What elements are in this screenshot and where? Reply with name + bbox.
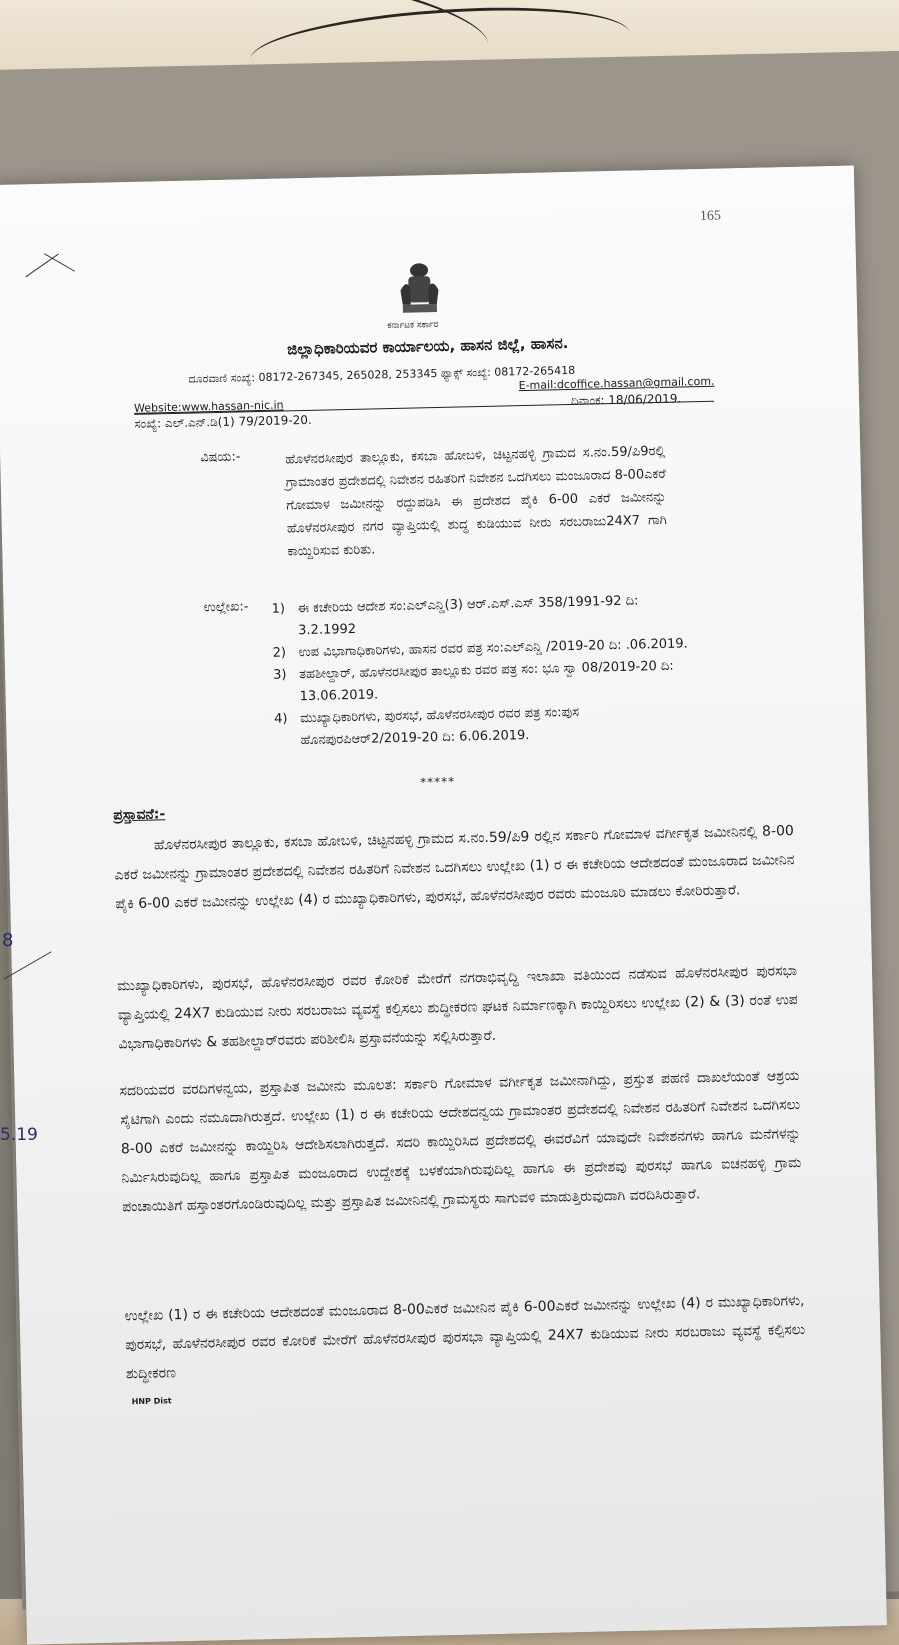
margin-note: 8 — [2, 930, 14, 951]
website-link[interactable]: Website:www.hassan-nic.in — [133, 398, 284, 415]
paragraph-2: ಮುಖ್ಯಾಧಿಕಾರಿಗಳು, ಪುರಸಭೆ, ಹೊಳೆನರಸೀಪುರ ರವರ ಕೋರಿಕೆ ಮೇರೆಗೆ ನಗರಾಭಿವೃದ್ಧಿ ಇಲಾಖಾ ವತಿಯಿಂದ ನಡೆಸುವ ಹೊಳೆನರಸೀಪುರ ಪುರಸಭಾ ವ್ಯಾಪ್ತಿಯಲ್ಲಿ 24X7 ಕುಡಿಯುವ ನೀರು ಸರಬರಾಜು ವ್ಯವಸ್ಥೆ ಕಲ್ಪಿಸಲು ಶುದ್ಧೀಕರಣ ಘಟಕ ನಿರ್ಮಾಣಕ್ಕಾಗಿ ಕಾಯ್ದಿರಿಸಲು ಉಲ್ಲೇಖ (2) & (3) ರಂತೆ ಉಪ ವಿಭಾಗಾಧಿಕಾರಿಗಳು & ತಹಶೀಲ್ದಾರ್‌ರವರು ಪರಿಶೀಲಿಸಿ ಪ್ರಸ್ತಾವನೆಯನ್ನು ಸಲ್ಲಿಸಿರುತ್ತಾರೆ. — [117, 962, 798, 1053]
footer-code: HNP Dist — [131, 1396, 172, 1407]
paragraph-4: ಉಲ್ಲೇಖ (1) ರ ಈ ಕಚೇರಿಯ ಆದೇಶದಂತೆ ಮಂಜೂರಾದ 8-00ಎಕರೆ ಜಮೀನಿನ ಪೈಕಿ 6-00ಎಕರೆ ಜಮೀನನ್ನು ಉಲ್ಲೇಖ (4) ರ ಮುಖ್ಯಾಧಿಕಾರಿಗಳು, ಪುರಸಭೆ, ಹೊಳೆನರಸೀಪುರ ರವರ ಕೋರಿಕೆ ಮೇರೆಗೆ ಹೊಳೆನರಸೀಪುರ ಪುರಸಭಾ ವ್ಯಾಪ್ತಿಯಲ್ಲಿ 24X7 ಕುಡಿಯುವ ನೀರು ಸರಬರಾಜು ವ್ಯವಸ್ಥೆ ಕಲ್ಪಿಸಲು ಶುದ್ಧೀಕರಣ — [124, 1292, 806, 1383]
subject-text: ಹೊಳೆನರಸೀಪುರ ತಾಲ್ಲೂಕು, ಕಸಬಾ ಹೋಬಳಿ, ಚಿಟ್ಟನಹಳ್ಳಿ ಗ್ರಾಮದ ಸ.ನಂ.59/ಪಿ9ರಲ್ಲಿ ಗ್ರಾಮಾಂತರ ಪ್ರದೇಶದಲ್ಲಿ ನಿವೇಶನ ರಹಿತರಿಗೆ ನಿವೇಶನ ಒದಗಿಸಲು ಮಂಜೂರಾದ 8-00ಎಕರೆ ಗೋಮಾಳ ಜಮೀನನ್ನು ರದ್ದುಪಡಿಸಿ ಈ ಪ್ರದೇಶದ ಪೈಕಿ 6-00 ಎಕರೆ ಜಮೀನನ್ನು ಹೊಳೆನರಸೀಪುರ ನಗರ ವ್ಯಾಪ್ತಿಯಲ್ಲಿ ಶುದ್ಧ ಕುಡಿಯುವ ನೀರು ಸರಬರಾಜು24X7 ಗಾಗಿ ಕಾಯ್ದಿರಿಸುವ ಕುರಿತು. — [285, 443, 667, 560]
reference-number: ಸಂಖ್ಯೆ: ಎಲ್.ಎನ್.ಡಿ(1) 79/2019-20. — [134, 412, 312, 431]
office-title: ಜಿಲ್ಲಾಧಿಕಾರಿಯವರ ಕಾರ್ಯಾಲಯ, ಹಾಸನ ಜಿಲ್ಲೆ, ಹಾಸನ. — [286, 334, 569, 359]
letter-date: ದಿನಾಂಕ: 18/06/2019. — [570, 391, 682, 408]
page-number: 165 — [699, 208, 722, 224]
govt-emblem-icon — [396, 260, 443, 321]
paragraph-1: ಹೊಳೆನರಸೀಪುರ ತಾಲ್ಲೂಕು, ಕಸಬಾ ಹೋಬಳಿ, ಚಿಟ್ಟನಹಳ್ಳಿ ಗ್ರಾಮದ ಸ.ನಂ.59/ಪಿ9 ರಲ್ಲಿನ ಸರ್ಕಾರಿ ಗೋಮಾಳ ವರ್ಗೀಕೃತ ಜಮೀನಿನಲ್ಲಿ 8-00 ಎಕರೆ ಜಮೀನನ್ನು ಗ್ರಾಮಾಂತರ ಪ್ರದೇಶದಲ್ಲಿ ನಿವೇಶನ ರಹಿತರಿಗೆ ನಿವೇಶನ ಒದಗಿಸಲು ಉಲ್ಲೇಖ (1) ರ ಈ ಕಚೇರಿಯ ಆದೇಶದಂತೆ ಮಂಜೂರಾದ ಜಮೀನಿನ ಪೈಕಿ 6-00 ಎಕರೆ ಜಮೀನನ್ನು ಉಲ್ಲೇಖ (4) ರ ಮುಖ್ಯಾಧಿಕಾರಿಗಳು, ಪುರಸಭೆ, ಹೊಳೆನರಸೀಪುರ ರವರು ಮಂಜೂರಿ ಮಾಡಲು ಕೋರಿರುತ್ತಾರೆ. — [114, 823, 795, 913]
subject-label: ವಿಷಯ:- — [200, 449, 241, 466]
reference-item: 4) ಮುಖ್ಯಾಧಿಕಾರಿಗಳು, ಪುರಸಭೆ, ಹೊಳೆನರಸೀಪುರ ರವರ ಪತ್ರ ಸಂ:ಪುಸ ಹೊನಪುರಪಿಆರ್2/2019-20 ದಿ: 6.06.2019. — [274, 704, 580, 749]
section-separator: ***** — [420, 774, 456, 790]
email-link[interactable]: E-mail:dcoffice.hassan@gmail.com. — [518, 374, 715, 393]
paragraph-3: ಸದರಿಯವರ ವರದಿಗಳನ್ವಯ, ಪ್ರಸ್ತಾಪಿತ ಜಮೀನು ಮೂಲತ: ಸರ್ಕಾರಿ ಗೋಮಾಳ ವರ್ಗೀಕೃತ ಜಮೀನಾಗಿದ್ದು, ಪ್ರಸ್ತುತ ಪಹಣಿ ದಾಖಲೆಯಂತೆ ಆಶ್ರಯ ಸೈಟಿಗಾಗಿ ಎಂದು ನಮೂದಾಗಿರುತ್ತದೆ. ಉಲ್ಲೇಖ (1) ರ ಈ ಕಚೇರಿಯ ಆದೇಶದನ್ವಯ ಗ್ರಾಮಾಂತರ ಪ್ರದೇಶದಲ್ಲಿ ನಿವೇಶನ ರಹಿತರಿಗೆ ನಿವೇಶನ ಒದಗಿಸಲು 8-00 ಎಕರೆ ಜಮೀನನ್ನು ಕಾಯ್ದಿರಿಸಿ ಆದೇಶಿಸಲಾಗಿರುತ್ತದೆ. ಸದರಿ ಕಾಯ್ದಿರಿಸಿದ ಪ್ರದೇಶದಲ್ಲಿ ಈವರೆವಿಗೆ ಯಾವುದೇ ನಿವೇಶನಗಳು ಹಾಗೂ ಮನೆಗಳನ್ನು ನಿರ್ಮಿಸಿರುವುದಿಲ್ಲ ಹಾಗೂ ಪ್ರಸ್ತಾಪಿತ ಮಂಜೂರಾದ ಉದ್ದೇಶಕ್ಕೆ ಬಳಕೆಯಾಗಿರುವುದಿಲ್ಲ ಹಾಗೂ ಈ ಪ್ರದೇಶವು ಪುರಸಭೆ ಹಾಗೂ ಐಚನಹಳ್ಳಿ ಗ್ರಾಮ ಪಂಚಾಯಿತಿಗೆ ಹಸ್ತಾಂತರಗೊಂಡಿರುವುದಿಲ್ಲ ಮತ್ತು ಪ್ರಸ್ತಾಪಿತ ಜಮೀನಿನಲ್ಲಿ ಗ್ರಾಮಸ್ಥರು ಸಾಗುವಳಿ ಮಾಡುತ್ತಿರುವುದಾಗಿ ವರದಿಸಿರುತ್ತಾರೆ. — [119, 1067, 802, 1216]
reference-item: 1) ಈ ಕಚೇರಿಯ ಆದೇಶ ಸಂ:ಎಲ್ಎನ್ಡಿ(3) ಆರ್.ಎಸ್.ಎಸ್ 358/1991-92 ದಿ: 3.2.1992 — [271, 593, 639, 639]
govt-label: ಕರ್ನಾಟಕ ಸರ್ಕಾರ — [387, 319, 439, 332]
reference-item: 2) ಉಪ ವಿಭಾಗಾಧಿಕಾರಿಗಳು, ಹಾಸನ ರವರ ಪತ್ರ ಸಂ:ಎಲ್ಎನ್ಡಿ /2019-20 ದಿ: .06.2019. — [272, 636, 688, 661]
references-label: ಉಲ್ಲೇಖ:- — [203, 599, 249, 616]
document-page — [0, 165, 887, 1644]
preamble-heading: ಪ್ರಸ್ತಾವನೆ:- — [113, 806, 166, 824]
margin-note: 5.19 — [0, 1125, 38, 1145]
references-list — [271, 589, 694, 752]
phone-line: ದೂರವಾಣಿ ಸಂಖ್ಯೆ: 08172-267345, 265028, 253345 ಫ್ಯಾಕ್ಸ್ ಸಂಖ್ಯೆ: 08172-265418 — [188, 363, 576, 386]
reference-item: 3) ತಹಶೀಲ್ದಾರ್, ಹೊಳೆನರಸೀಪುರ ತಾಲ್ಲೂಕು ರವರ ಪತ್ರ ಸಂ: ಭೂ ಸ್ವಾ 08/2019-20 ದಿ: 13.06.2019. — [273, 658, 674, 705]
